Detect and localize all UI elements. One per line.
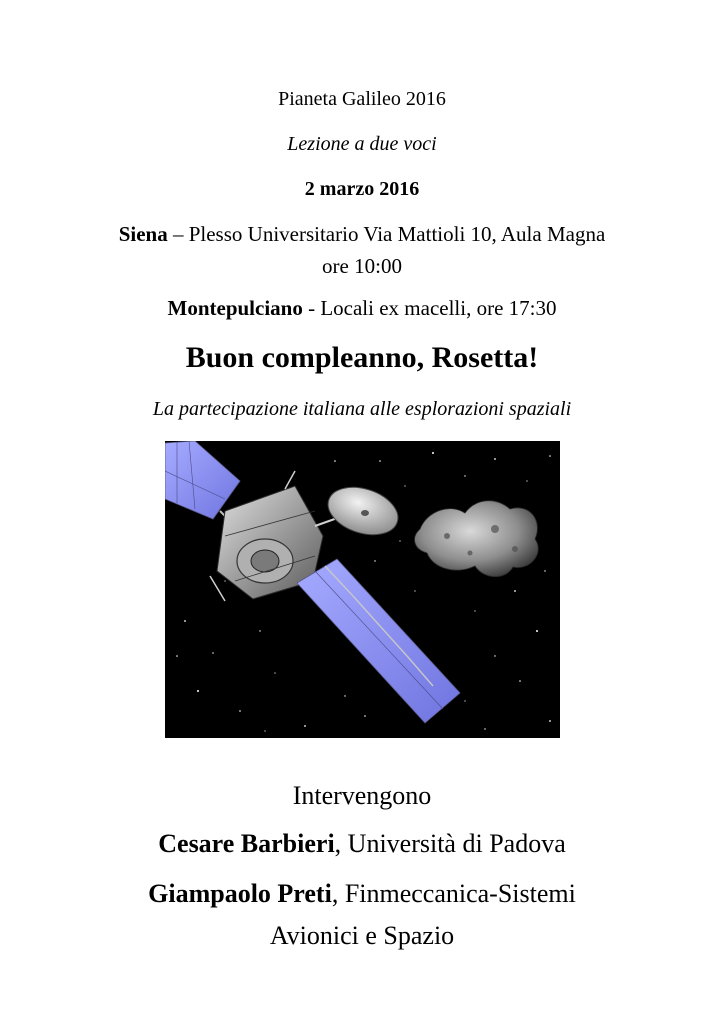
speaker-1-name: Cesare Barbieri [158, 829, 335, 858]
speaker-2-affiliation: , Finmeccanica-Sistemi [331, 879, 576, 908]
speaker-1 [0, 829, 724, 859]
venue-montepulciano-details: - Locali ex macelli, ore 17:30 [308, 296, 557, 320]
event-date: 2 marzo 2016 [304, 178, 420, 200]
talk-title: Buon compleanno, Rosetta! [185, 341, 539, 374]
venue-siena [0, 222, 724, 247]
venue-siena-city: Siena [118, 222, 168, 246]
event-format: Lezione a due voci [287, 133, 437, 155]
speakers-heading: Intervengono [292, 781, 432, 810]
talk-subtitle: La partecipazione italiana alle esplorazioni spaziali [152, 398, 572, 420]
speaker-2-affiliation-cont: Avionici e Spazio [269, 921, 455, 950]
rosetta-illustration [165, 441, 560, 738]
speaker-1-affiliation: , Università di Padova [334, 829, 566, 858]
venue-montepulciano-city: Montepulciano [167, 296, 303, 320]
venue-siena-details: – Plesso Universitario Via Mattioli 10, Aula Magna [172, 222, 606, 246]
venue-montepulciano [0, 296, 724, 321]
event-series: Pianeta Galileo 2016 [278, 88, 446, 110]
venue-siena-time: ore 10:00 [322, 254, 402, 278]
speaker-2 [0, 879, 724, 909]
speaker-2-name: Giampaolo Preti [148, 879, 332, 908]
